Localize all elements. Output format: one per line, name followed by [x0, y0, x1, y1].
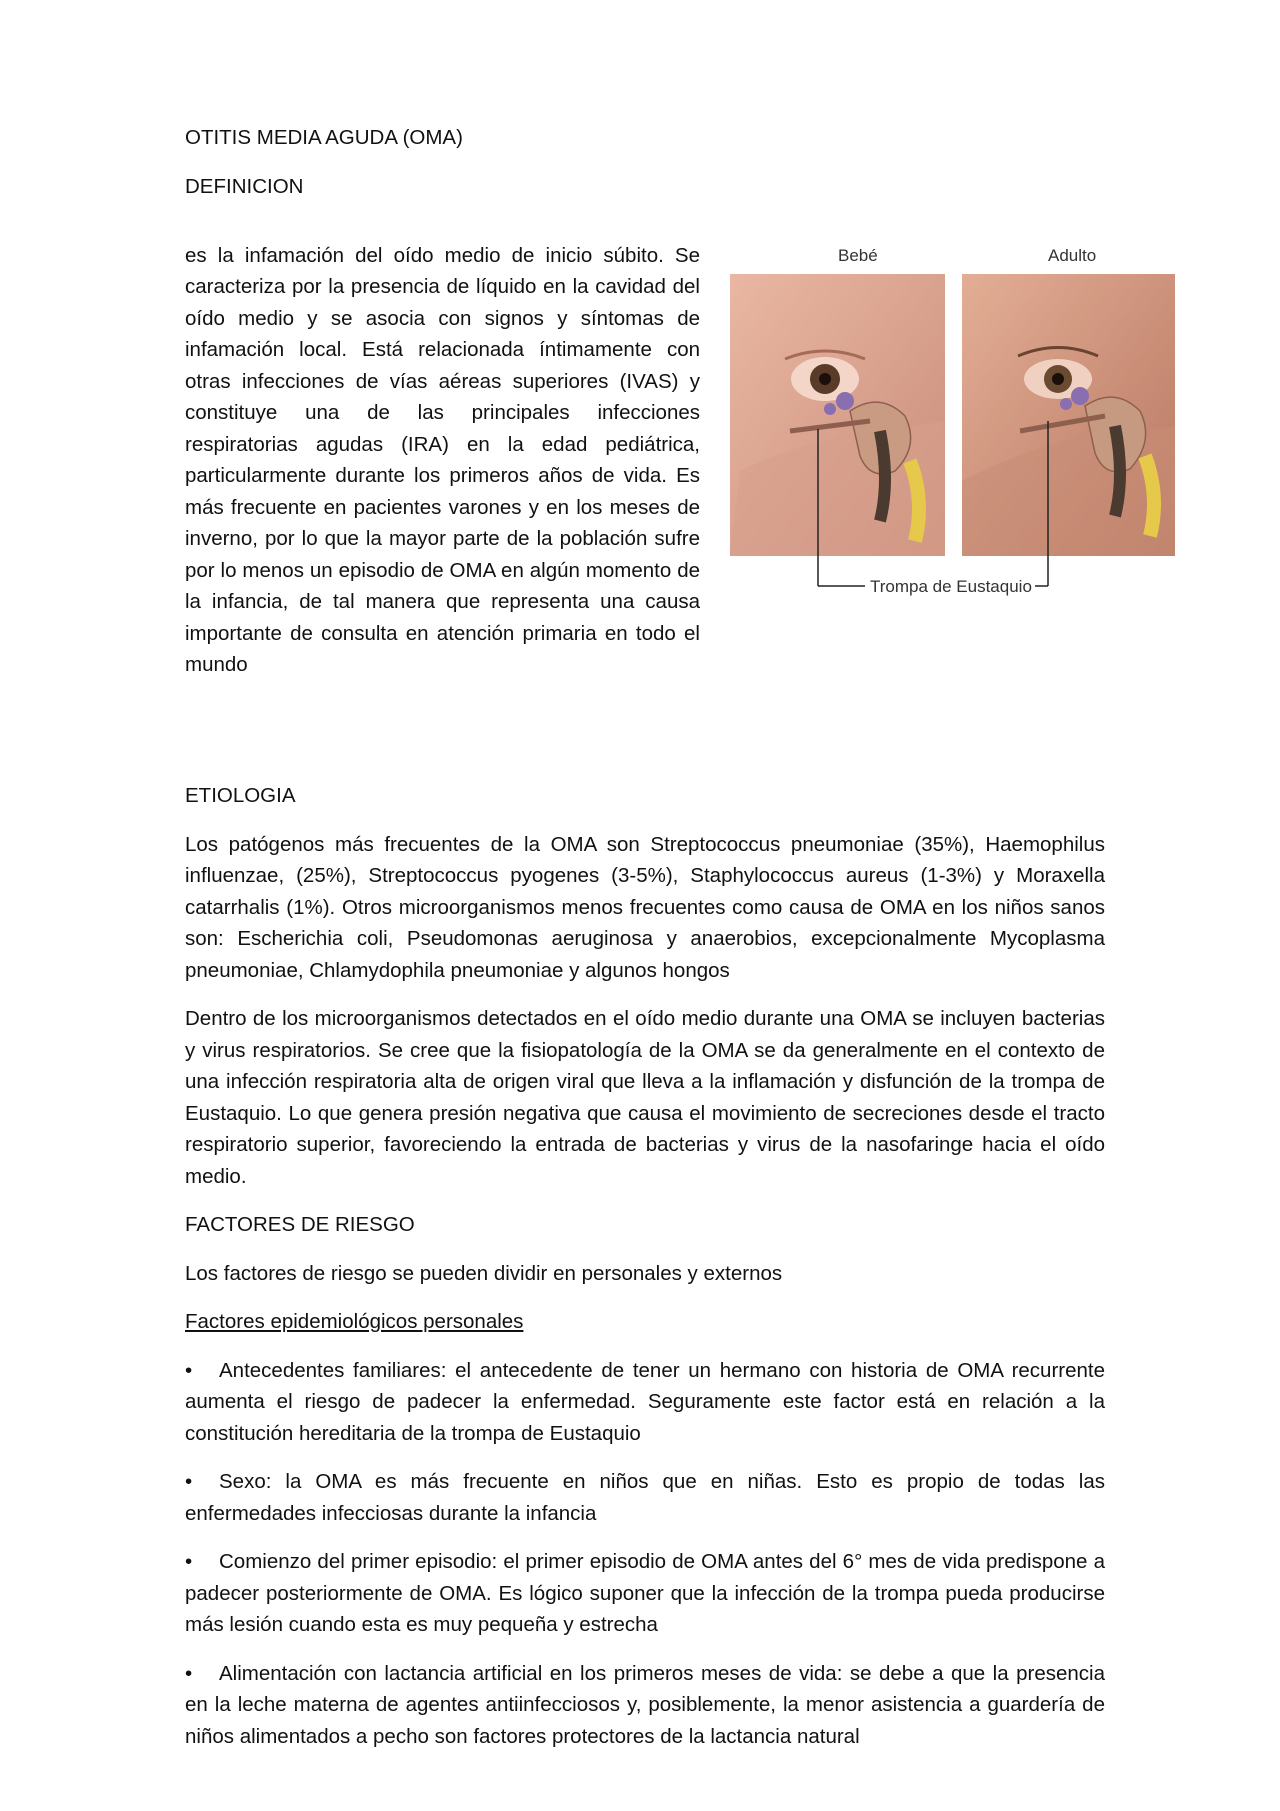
- figure-label-adult: Adulto: [1048, 246, 1097, 265]
- bullet-icon: •: [185, 1550, 193, 1573]
- list-item-text: Alimentación con lactancia artificial en los primeros meses de vida: se debe a que la presencia en la leche materna de agentes antiinfecciosos y, posiblemente, la menor asistencia a guardería de niños alimentados a pecho son factores protectores de la lactancia natural: [185, 1661, 1105, 1748]
- list-item: [185, 1546, 1105, 1641]
- section-heading-definicion: DEFINICION: [185, 174, 304, 198]
- figure-caption: Trompa de Eustaquio: [870, 577, 1032, 596]
- list-item: [185, 1355, 1105, 1450]
- section-heading-etiologia: ETIOLOGIA: [185, 784, 296, 807]
- list-item-text: Comienzo del primer episodio: el primer episodio de OMA antes del 6° mes de vida predispone a padecer posteriormente de OMA. Es lógico suponer que la infección de la trompa pueda producirse más lesión cuando esta es muy pequeña y estrecha: [185, 1550, 1105, 1636]
- riesgo-intro: Los factores de riesgo se pueden dividir en personales y externos: [185, 1261, 783, 1285]
- etiologia-paragraph-1: Los patógenos más frecuentes de la OMA son Streptococcus pneumoniae (35%), Haemophilus influenzae, (25%), Streptococcus pyogenes (3-5%), Staphylococcus aureus (1-3%) y Moraxella catarrhalis (1%). Otros microorganismos menos frecuentes como causa de OMA en los niños sanos son: Escherichia coli, Pseudomonas aeruginosa y anaerobios, excepcionalmente Mycoplasma pneumoniae, Chlamydophila pneumoniae y algunos hongos: [185, 832, 1105, 982]
- list-item-text: Sexo: la OMA es más frecuente en niños que en niñas. Esto es propio de todas las enfermedades infecciosas durante la infancia: [185, 1470, 1105, 1525]
- section-heading-riesgo: FACTORES DE RIESGO: [185, 1213, 415, 1236]
- baby-face-illustration: [730, 274, 945, 556]
- bullet-icon: •: [185, 1661, 193, 1685]
- bullet-icon: •: [185, 1358, 193, 1382]
- etiologia-paragraph-2: Dentro de los microorganismos detectados en el oído medio durante una OMA se incluyen bacterias y virus respiratorios. Se cree que la fisiopatología de la OMA se da generalmente en el contexto de una infección respiratoria alta de origen viral que lleva a la inflamación y disfunción de la trompa de Eustaquio. Lo que genera presión negativa que causa el movimiento de secreciones desde el tracto respiratorio superior, favoreciendo la entrada de bacterias y virus de la nasofaringe hacia el oído medio.: [185, 1007, 1105, 1188]
- figure-label-baby: Bebé: [838, 246, 878, 265]
- list-item: [185, 1466, 1105, 1529]
- definition-block: [185, 219, 1105, 763]
- riesgo-subheading: Factores epidemiológicos personales: [185, 1310, 524, 1333]
- definition-paragraph: es la infamación del oído medio de inicio súbito. Se caracteriza por la presencia de líquido en la cavidad del oído medio y se asocia con signos y síntomas de infamación local. Está relacionada íntimamente con otras infecciones de vías aéreas superiores (IVAS) y constituye una de las principales infecciones respiratorias agudas (IRA) en la edad pediátrica, particularmente durante los primeros años de vida. Es más frecuente en pacientes varones y en los meses de inverno, por lo que la mayor parte de la población sufre por lo menos un episodio de OMA en algún momento de la infancia, de tal manera que representa una causa importante de consulta en atención primaria en todo el mundo: [185, 243, 700, 676]
- document-body: [185, 122, 1105, 1769]
- ear-anatomy-figure: [730, 241, 1175, 621]
- adult-face-illustration: [962, 274, 1175, 556]
- list-item-text: Antecedentes familiares: el antecedente de tener un hermano con historia de OMA recurrente aumenta el riesgo de padecer la enfermedad. Seguramente este factor está en relación a la constitución hereditaria de la trompa de Eustaquio: [185, 1358, 1105, 1445]
- list-item: [185, 1658, 1105, 1753]
- document-title: OTITIS MEDIA AGUDA (OMA): [185, 126, 463, 149]
- bullet-icon: •: [185, 1470, 193, 1493]
